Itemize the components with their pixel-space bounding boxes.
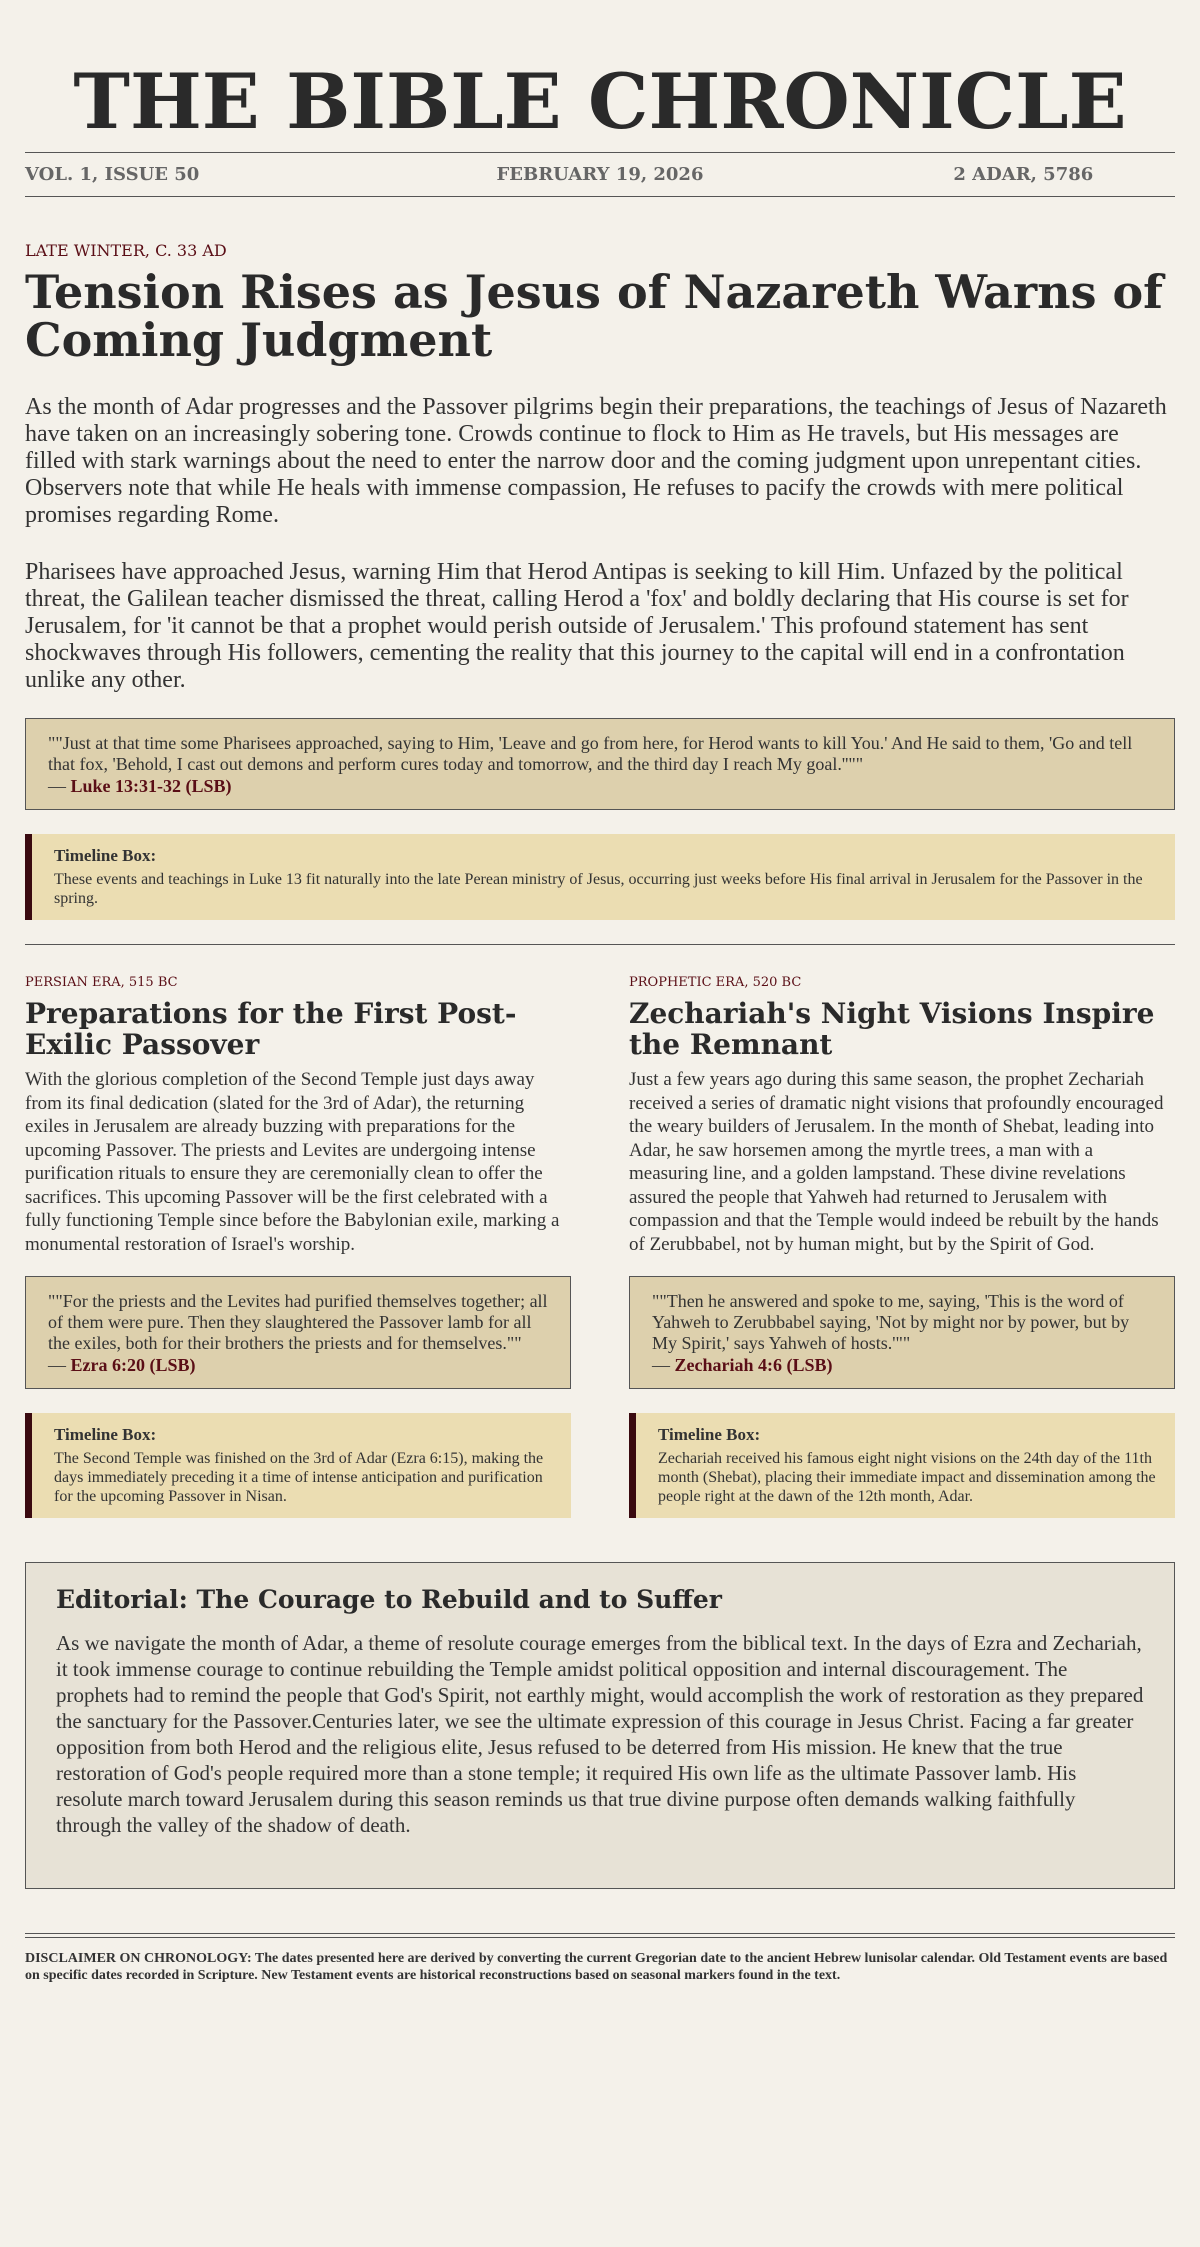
- quote-reference-text: Zechariah 4:6 (LSB): [674, 1355, 833, 1375]
- issue-date: FEBRUARY 19, 2026: [496, 164, 704, 185]
- masthead: [25, 52, 1175, 197]
- timeline-title: Timeline Box:: [658, 1425, 761, 1444]
- left-headline: Preparations for the First Post-Exilic Passover: [25, 997, 517, 1061]
- left-timeline-box: [25, 1413, 571, 1518]
- quote-text: ""For the priests and the Levites had purified themselves together; all of them were pure. Then they slaughtered the Passover lamb for all the exiles, both for their brothers the priests and for themselves."": [48, 1291, 548, 1353]
- quote-reference-text: Luke 13:31-32 (LSB): [70, 776, 232, 796]
- issue-volume: VOL. 1, ISSUE 50: [25, 164, 200, 185]
- dateline: [25, 153, 1175, 196]
- editorial-box: [25, 1562, 1175, 1889]
- two-column-section: [25, 975, 1175, 1518]
- timeline-text: Zechariah received his famous eight night visions on the 24th day of the 11th month (Shebat), placing their immediate impact and dissemination among the people right at the dawn of the 12th month, Adar.: [658, 1450, 1156, 1505]
- lead-paragraph: As the month of Adar progresses and the Passover pilgrims begin their preparations, the teachings of Jesus of Nazareth have taken on an increasingly sobering tone. Crowds continue to flock to Him as He travels, but His messages are filled with stark warnings about the need to enter the narrow door and the coming judgment upon unrepentant cities. Observers note that while He heals with immense compassion, He refuses to pacify the crowds with mere political promises regarding Rome.: [25, 394, 1167, 528]
- timeline-text: These events and teachings in Luke 13 fit naturally into the late Perean ministry of Jesus, occurring just weeks before His final arrival in Jerusalem for the Passover in the spring.: [54, 871, 1143, 907]
- disclaimer-double-rule: [25, 1933, 1175, 1938]
- quote-text: ""Just at that time some Pharisees approached, saying to Him, 'Leave and go from here, for Herod wants to kill You.' And He said to them, 'Go and tell that fox, 'Behold, I cast out demons and perform cures today and tomorrow, and the third day I reach My goal.''"": [48, 733, 1133, 774]
- quote-dash: —: [652, 1355, 675, 1375]
- lead-scripture-quote: [25, 718, 1175, 810]
- left-scripture-quote: [25, 1276, 571, 1389]
- timeline-title: Timeline Box:: [54, 1425, 157, 1444]
- left-era-label: PERSIAN ERA, 515 BC: [25, 975, 178, 990]
- lead-headline: Tension Rises as Jesus of Nazareth Warns of Coming Judgment: [25, 265, 1163, 367]
- lead-paragraph: Pharisees have approached Jesus, warning Him that Herod Antipas is seeking to kill Him. Unfazed by the political threat, the Galilean teacher dismissed the threat, calling Herod a 'fox' and boldly declaring that His course is set for Jerusalem, for 'it cannot be that a prophet would perish outside of Jerusalem.' This profound statement has sent shockwaves through His followers, cementing the reality that this journey to the capital will end in a confrontation unlike any other.: [25, 559, 1129, 693]
- left-article: [25, 975, 571, 1518]
- right-scripture-quote: [629, 1276, 1175, 1389]
- right-body: Just a few years ago during this same season, the prophet Zechariah received a series of dramatic night visions that profoundly encouraged the weary builders of Jerusalem. In the month of Shebat, leading into Adar, he saw horsemen among the myrtle trees, a man with a measuring line, and a golden lampstand. These divine revelations assured the people that Yahweh had returned to Jerusalem with compassion and that the Temple would indeed be rebuilt by the hands of Zerubbabel, not by human might, but by the Spirit of God.: [629, 1069, 1164, 1255]
- quote-reference-text: Ezra 6:20 (LSB): [70, 1355, 196, 1375]
- quote-reference: [652, 1354, 1152, 1376]
- editorial-title: Editorial: The Courage to Rebuild and to Suffer: [56, 1585, 722, 1614]
- section-divider: [25, 944, 1175, 945]
- masthead-title: THE BIBLE CHRONICLE: [73, 57, 1127, 146]
- right-era-label: PROPHETIC ERA, 520 BC: [629, 975, 802, 990]
- timeline-title: Timeline Box:: [54, 846, 157, 865]
- editorial-body: As we navigate the month of Adar, a theme of resolute courage emerges from the biblical text. In the days of Ezra and Zechariah, it took immense courage to continue rebuilding the Temple amidst political opposition and internal discouragement. The prophets had to remind the people that God's Spirit, not earthly might, would accomplish the work of restoration as they prepared the sanctuary for the Passover.Centuries later, we see the ultimate expression of this courage in Jesus Christ. Facing a far greater opposition from both Herod and the religious elite, Jesus refused to be deterred from His mission. He knew that the true restoration of God's people required more than a stone temple; it required His own life as the ultimate Passover lamb. His resolute march toward Jerusalem during this season reminds us that true divine purpose often demands walking faithfully through the valley of the shadow of death.: [56, 1631, 1144, 1837]
- timeline-text: The Second Temple was finished on the 3rd of Adar (Ezra 6:15), making the days immediately preceding it a time of intense anticipation and purification for the upcoming Passover in Nisan.: [54, 1450, 544, 1505]
- left-body: With the glorious completion of the Second Temple just days away from its final dedication (slated for the 3rd of Adar), the returning exiles in Jerusalem are already buzzing with preparations for the upcoming Passover. The priests and Levites are undergoing intense purification rituals to ensure they are ceremonially clean to offer the sacrifices. This upcoming Passover will be the first celebrated with a fully functioning Temple since before the Babylonian exile, marking a monumental restoration of Israel's worship.: [25, 1069, 560, 1255]
- quote-text: ""Then he answered and spoke to me, saying, 'This is the word of Yahweh to Zerubbabel saying, 'Not by might nor by power, but by My Spirit,' says Yahweh of hosts.'"": [652, 1291, 1130, 1353]
- right-article: [629, 975, 1175, 1518]
- lead-era-label: LATE WINTER, C. 33 AD: [25, 241, 227, 260]
- quote-dash: —: [48, 776, 71, 796]
- masthead-bottom-rule: [25, 196, 1175, 197]
- chronology-disclaimer: DISCLAIMER ON CHRONOLOGY: The dates presented here are derived by converting the current Gregorian date to the ancient Hebrew lunisolar calendar. Old Testament events are based on specific dates recorded in Scripture. New Testament events are historical reconstructions based on seasonal markers found in the text.: [25, 1951, 1168, 1983]
- newspaper-page: [25, 0, 1175, 1984]
- quote-reference: [48, 775, 1152, 797]
- lead-article: [25, 241, 1175, 920]
- right-timeline-box: [629, 1413, 1175, 1518]
- hebrew-date: 2 ADAR, 5786: [953, 164, 1094, 185]
- lead-timeline-box: [25, 834, 1175, 920]
- quote-dash: —: [48, 1355, 71, 1375]
- quote-reference: [48, 1354, 548, 1376]
- right-headline: Zechariah's Night Visions Inspire the Remnant: [629, 997, 1155, 1061]
